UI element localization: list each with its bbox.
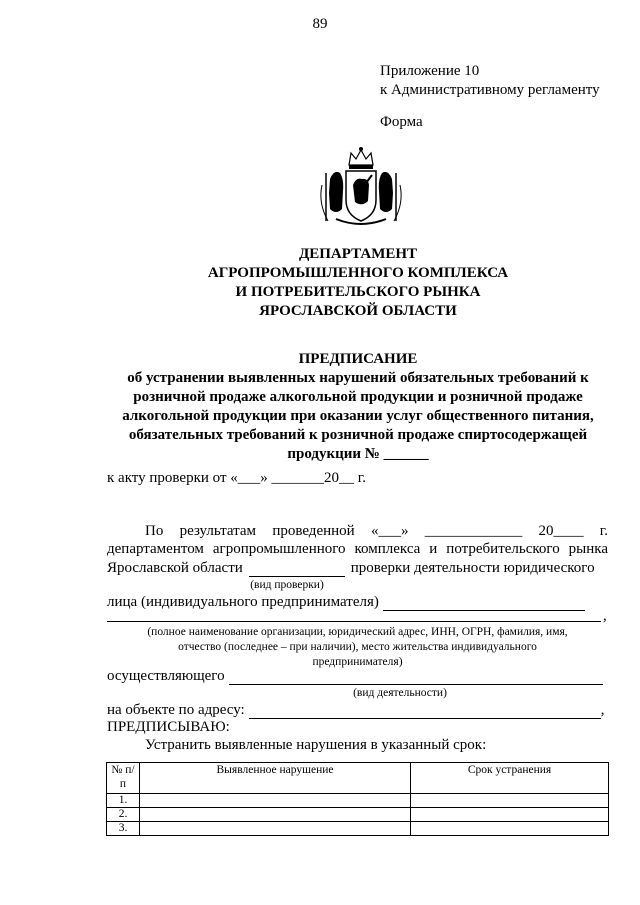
table-row (107, 808, 609, 822)
results-line-2: департаментом агропромышленного комплекса и потребительского рынка (107, 541, 608, 557)
table-header-row (107, 763, 609, 794)
address-comma: , (600, 702, 605, 718)
results-line-1: По результатам проведенной «___» _____________ 20____ г. (145, 523, 608, 539)
org-details-hint (107, 625, 608, 670)
appendix-reference (380, 62, 600, 100)
department-line-3: И ПОТРЕБИТЕЛЬСКОГО РЫНКА (235, 284, 481, 300)
org-details-hint-1: (полное наименование организации, юридический адрес, ИНН, ОГРН, фамилия, имя, (147, 626, 568, 638)
form-label: Форма (380, 114, 423, 130)
header-number: № п/п (107, 763, 140, 794)
row-number: 3. (107, 822, 140, 836)
activity-label: осуществляющего (107, 668, 225, 684)
deadline-cell[interactable] (411, 822, 609, 836)
comma-mark: , (603, 608, 607, 624)
prescribe-label: ПРЕДПИСЫВАЮ: (107, 719, 230, 735)
inspection-subject-label: проверки деятельности юридического (350, 560, 595, 576)
yaroslavl-coat-of-arms-icon (316, 145, 406, 231)
region-label: Ярославской области (107, 560, 243, 576)
act-reference: к акту проверки от «___» _______20__ г. (107, 470, 366, 486)
appendix-line-1: Приложение 10 (380, 63, 480, 79)
row-number: 1. (107, 794, 140, 808)
entity-field[interactable] (383, 596, 585, 611)
page-number: 89 (312, 16, 328, 32)
violation-cell[interactable] (140, 808, 411, 822)
address-field[interactable] (249, 704, 601, 719)
org-details-hint-2: отчество (последнее – при наличии), место жительства индивидуального (178, 641, 537, 653)
department-name (0, 245, 640, 321)
inspection-type-hint: (вид проверки) (250, 579, 324, 591)
activity-line (107, 668, 608, 685)
appendix-line-2: к Административному регламенту (380, 82, 600, 98)
org-details-hint-3: предпринимателя) (312, 656, 403, 668)
violation-cell[interactable] (140, 794, 411, 808)
table-row (107, 794, 609, 808)
row-number: 2. (107, 808, 140, 822)
activity-field[interactable] (229, 670, 603, 685)
entity-label: лица (индивидуального предпринимателя) (107, 594, 379, 610)
results-line-3 (107, 560, 608, 577)
deadline-cell[interactable] (411, 808, 609, 822)
org-details-field[interactable] (107, 611, 601, 622)
violations-table (106, 762, 609, 836)
inspection-type-field[interactable] (249, 562, 345, 577)
results-line-4 (107, 594, 608, 611)
address-line (107, 702, 608, 719)
activity-type-hint: (вид деятельности) (353, 687, 447, 699)
address-label: на объекте по адресу: (107, 702, 245, 718)
department-line-4: ЯРОСЛАВСКОЙ ОБЛАСТИ (259, 303, 457, 319)
prescription-title: ПРЕДПИСАНИЕ (298, 351, 418, 367)
prescription-subtitle: об устранении выявленных нарушений обязательных требований к розничной продаже алкогольной продукции и розничной продаже алкогольной продукции при оказании услуг общественного питания, обязательных требований к розничной продаже спиртосодержащей продукции № ______ (122, 370, 594, 462)
department-line-1: ДЕПАРТАМЕНТ (298, 246, 418, 262)
header-violation: Выявленное нарушение (140, 763, 411, 794)
instruction-text: Устранить выявленные нарушения в указанный срок: (145, 737, 487, 753)
violation-cell[interactable] (140, 822, 411, 836)
table-row (107, 822, 609, 836)
deadline-cell[interactable] (411, 794, 609, 808)
department-line-2: АГРОПРОМЫШЛЕННОГО КОМПЛЕКСА (207, 265, 509, 281)
header-deadline: Срок устранения (411, 763, 609, 794)
